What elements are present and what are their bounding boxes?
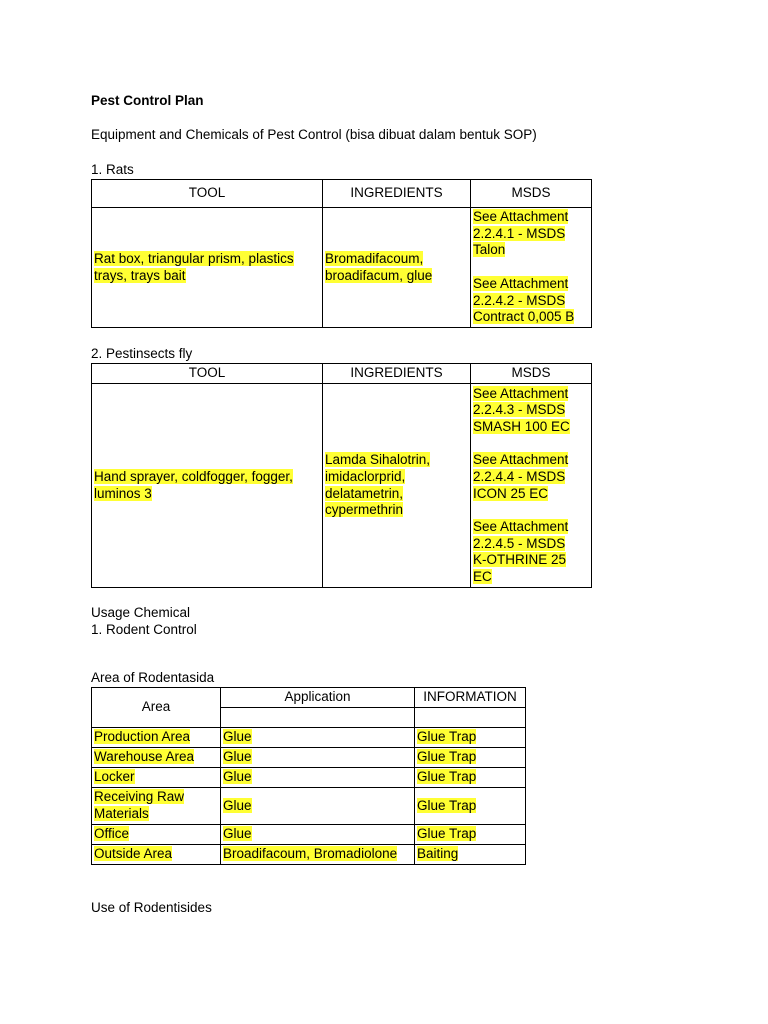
msds-link-text: Contract 0,005 B bbox=[473, 309, 575, 325]
rats-tool-line: trays, trays bait bbox=[94, 267, 186, 283]
rats-tool-line: Rat box, triangular prism, plastics bbox=[94, 250, 294, 266]
area-name: Warehouse Area bbox=[94, 749, 195, 765]
fly-ingredient-line: Lamda Sihalotrin, bbox=[325, 452, 431, 468]
area-section-title: Area of Rodentasida bbox=[91, 670, 215, 685]
msds-link-text: 2.2.4.4 - MSDS bbox=[473, 468, 566, 484]
fly-ingredients-cell bbox=[323, 384, 471, 588]
area-application: Broadifacoum, Bromadiolone bbox=[223, 846, 398, 862]
msds-link-text: EC bbox=[473, 568, 492, 584]
rats-tool-cell bbox=[92, 208, 323, 328]
msds-link-text: ICON 25 EC bbox=[473, 485, 549, 501]
msds-link-text: See Attachment bbox=[473, 385, 569, 401]
area-table bbox=[91, 687, 526, 865]
table-row bbox=[92, 728, 526, 748]
area-application: Glue bbox=[223, 826, 252, 842]
area-application: Glue bbox=[223, 769, 252, 785]
table-row bbox=[92, 845, 526, 865]
area-name: Office bbox=[94, 826, 130, 842]
section-fly-label: 2. Pestinsects fly bbox=[91, 346, 193, 361]
msds-link-text: K-OTHRINE 25 bbox=[473, 552, 567, 568]
msds-link-text: 2.2.4.1 - MSDS bbox=[473, 225, 566, 241]
section-rats-label: 1. Rats bbox=[91, 162, 134, 177]
area-name: Receiving Raw bbox=[94, 789, 185, 805]
area-name: Production Area bbox=[94, 729, 191, 745]
fly-tool-line: luminos 3 bbox=[94, 485, 152, 501]
header-msds: MSDS bbox=[471, 364, 592, 384]
area-application: Glue bbox=[223, 729, 252, 745]
rats-ingredient-line: broadifacum, glue bbox=[325, 267, 433, 283]
table-row bbox=[92, 748, 526, 768]
fly-ingredient-line: delatametrin, bbox=[325, 485, 404, 501]
msds-link-text: See Attachment bbox=[473, 519, 569, 535]
header-information: INFORMATION bbox=[415, 688, 526, 708]
area-information: Glue Trap bbox=[417, 749, 477, 765]
msds-link-text: SMASH 100 EC bbox=[473, 418, 570, 434]
fly-tool-cell bbox=[92, 384, 323, 588]
rats-table-row bbox=[92, 208, 592, 328]
fly-tool-line: Hand sprayer, coldfogger, fogger, bbox=[94, 468, 293, 484]
fly-ingredient-line: cypermethrin bbox=[325, 502, 404, 518]
area-application: Glue bbox=[223, 749, 252, 765]
area-table-header-row bbox=[92, 688, 526, 708]
area-information: Glue Trap bbox=[417, 729, 477, 745]
area-name: Materials bbox=[94, 806, 149, 821]
msds-link-text: See Attachment bbox=[473, 452, 569, 468]
header-ingredients: INGREDIENTS bbox=[323, 364, 471, 384]
area-information: Baiting bbox=[417, 846, 459, 862]
usage-title: Usage Chemical bbox=[91, 605, 191, 620]
document-title: Pest Control Plan bbox=[91, 93, 204, 108]
table-row bbox=[92, 825, 526, 845]
fly-ingredient-line: imidaclorprid, bbox=[325, 468, 406, 484]
msds-link-text: 2.2.4.2 - MSDS bbox=[473, 292, 566, 308]
document-subtitle: Equipment and Chemicals of Pest Control (bisa dibuat dalam bentuk SOP) bbox=[91, 127, 537, 142]
area-name: Locker bbox=[94, 769, 135, 785]
area-application: Glue bbox=[223, 797, 252, 813]
usage-item: 1. Rodent Control bbox=[91, 622, 197, 637]
rats-table-header-row bbox=[92, 180, 592, 208]
header-application: Application bbox=[221, 688, 415, 708]
rats-table bbox=[91, 179, 592, 328]
msds-link-text: 2.2.4.5 - MSDS bbox=[473, 535, 566, 551]
area-information: Glue Trap bbox=[417, 826, 477, 842]
table-row bbox=[92, 768, 526, 788]
header-tool: TOOL bbox=[92, 180, 323, 208]
area-name: Outside Area bbox=[94, 846, 173, 862]
header-ingredients: INGREDIENTS bbox=[323, 180, 471, 208]
area-information: Glue Trap bbox=[417, 769, 477, 785]
fly-table bbox=[91, 363, 592, 588]
header-area: Area bbox=[92, 688, 221, 728]
msds-link-text: See Attachment bbox=[473, 209, 569, 225]
area-information: Glue Trap bbox=[417, 797, 477, 813]
header-msds: MSDS bbox=[471, 180, 592, 208]
rodenticide-use-heading: Use of Rodentisides bbox=[91, 900, 212, 915]
table-row bbox=[92, 788, 526, 825]
msds-link-text: Talon bbox=[473, 242, 506, 258]
msds-link-text: 2.2.4.3 - MSDS bbox=[473, 402, 566, 418]
empty-cell bbox=[415, 708, 526, 728]
fly-msds-cell bbox=[471, 384, 592, 588]
rats-ingredients-cell bbox=[323, 208, 471, 328]
rats-ingredient-line: Bromadifacoum, bbox=[325, 250, 424, 266]
rats-msds-cell bbox=[471, 208, 592, 328]
empty-cell bbox=[221, 708, 415, 728]
fly-table-row bbox=[92, 384, 592, 588]
fly-table-header-row bbox=[92, 364, 592, 384]
header-tool: TOOL bbox=[92, 364, 323, 384]
msds-link-text: See Attachment bbox=[473, 276, 569, 291]
